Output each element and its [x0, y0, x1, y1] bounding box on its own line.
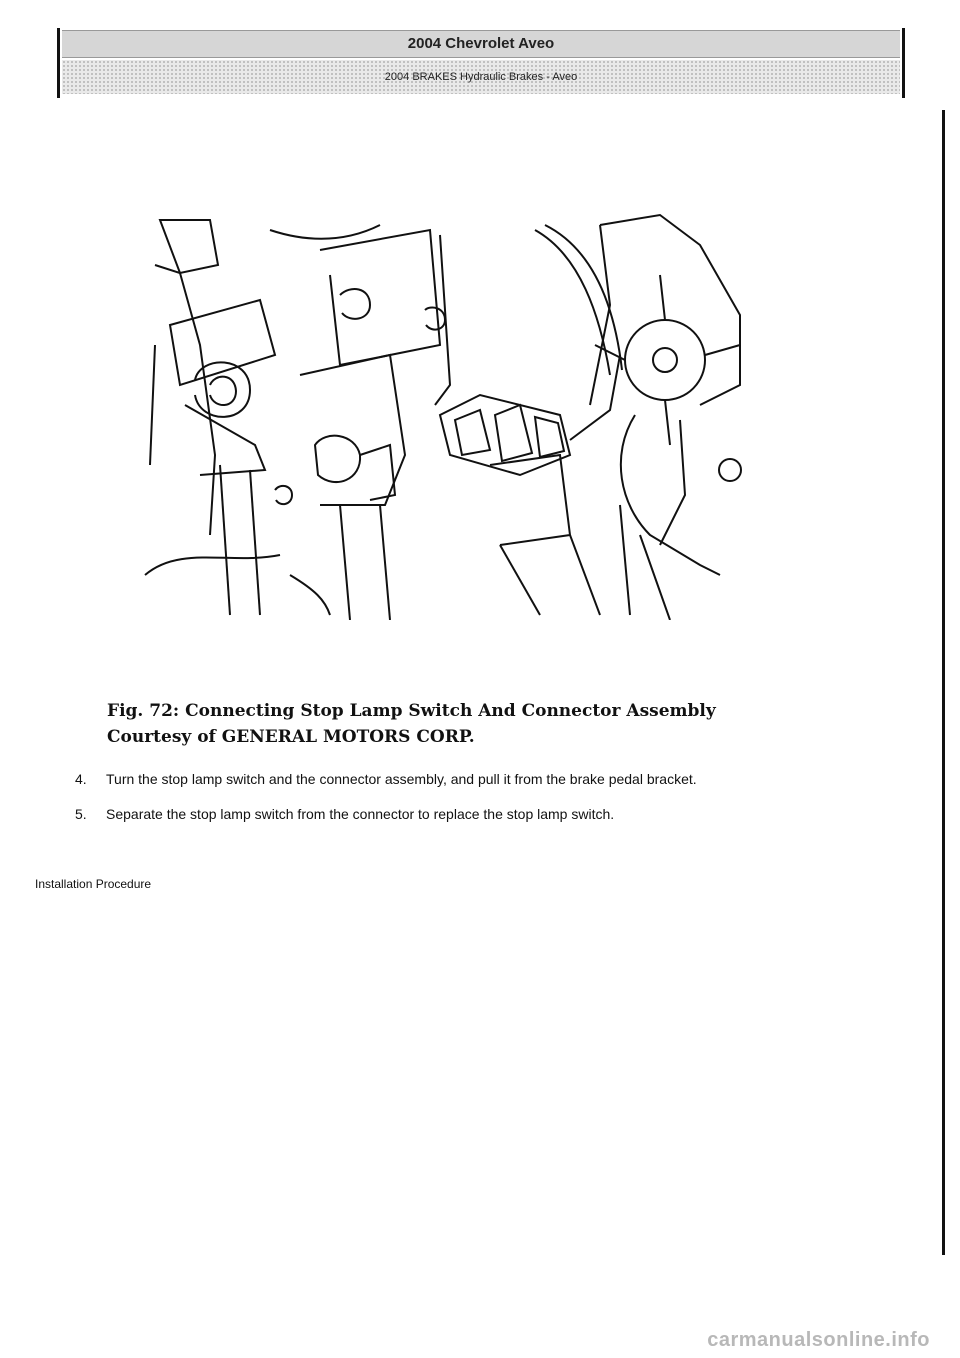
pedal-bracket-drawing	[145, 220, 330, 615]
step-text: Turn the stop lamp switch and the connector assembly, and pull it from the brake pedal bracket.	[106, 771, 697, 787]
figure-caption-credit: Courtesy of GENERAL MOTORS CORP.	[107, 727, 475, 747]
header-frame-right	[902, 28, 905, 98]
document-title: 2004 Chevrolet Aveo	[62, 30, 900, 58]
footer-watermark: carmanualsonline.info	[707, 1329, 930, 1351]
page-frame-right	[942, 110, 945, 1255]
procedure-steps	[75, 768, 915, 838]
list-item	[75, 803, 915, 825]
center-bracket-drawing	[270, 225, 450, 620]
stop-lamp-switch-illustration	[140, 205, 760, 620]
right-assembly-drawing	[590, 215, 741, 620]
step-number: 5.	[75, 806, 87, 822]
step-text: Separate the stop lamp switch from the connector to replace the stop lamp switch.	[106, 806, 615, 822]
connector-assembly-drawing	[440, 355, 620, 475]
document-subtitle: 2004 BRAKES Hydraulic Brakes - Aveo	[62, 60, 900, 94]
list-item	[75, 768, 915, 790]
section-heading: Installation Procedure	[35, 877, 152, 891]
header-frame-left	[57, 28, 60, 98]
figure-caption	[107, 698, 867, 750]
step-number: 4.	[75, 771, 87, 787]
wiring-harness-drawing	[490, 225, 622, 615]
figure-caption-title: Fig. 72: Connecting Stop Lamp Switch And Connector Assembly	[107, 701, 716, 721]
